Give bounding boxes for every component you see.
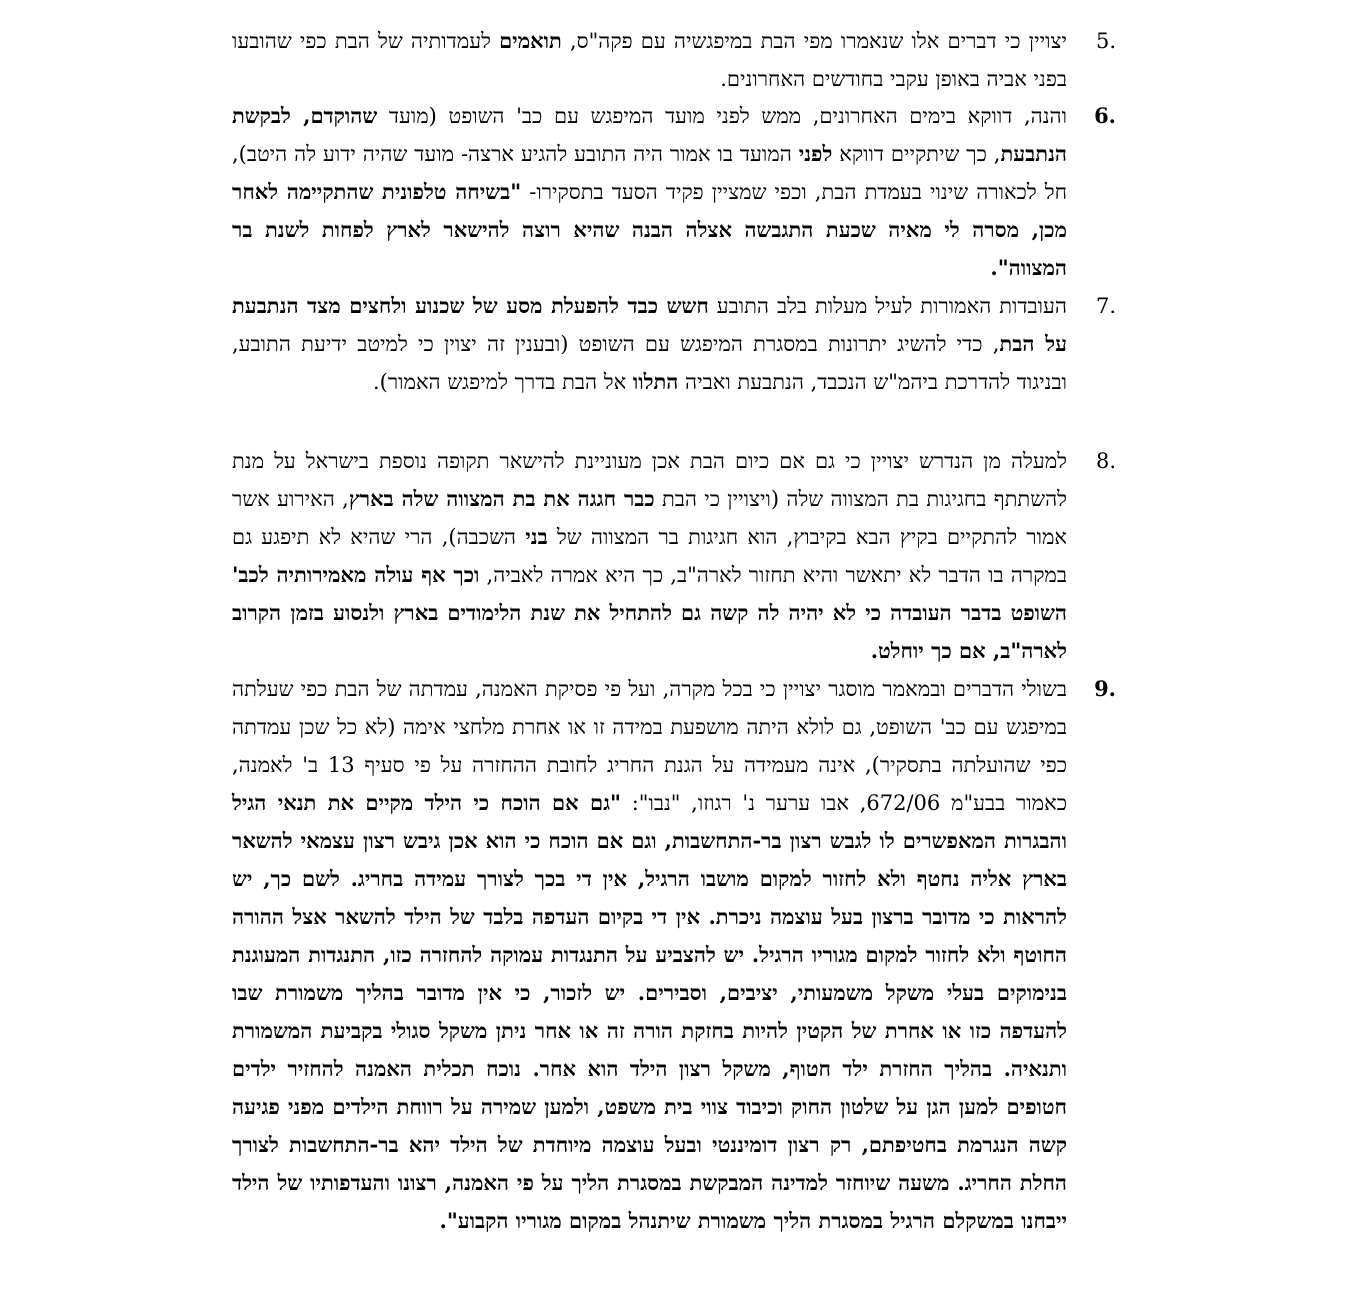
bold-segment: בני: [525, 524, 548, 549]
text-segment: בשולי הדברים ובמאמר מוסגר יצויין כי בכל מקרה, ועל פי פסיקת האמנה, עמדתה של הבת כפי שעלתה במיפגש עם כב' השופט, גם לולא היתה מושפעת במידה זו או אחרת מלחצי אימה (לא כל שכן עמדתה כפי שהועלתה בתסקיר), אינה מעמידה על הגנת החריג לחובת ההחזרה על פי סעיף 13 ב' לאמנה, כאמור בבע"מ 672/06, אבו ערער נ' רגוזו, "נבו":: [232, 677, 1068, 815]
paragraph-text: [232, 287, 1067, 401]
text-segment: , כך שיתקיים דווקא: [832, 142, 1001, 166]
paragraph-6: [232, 97, 1116, 287]
bold-segment: תואמים: [499, 28, 562, 53]
paragraph-text: [232, 670, 1067, 1240]
paragraph-text: [232, 97, 1067, 287]
paragraph-text: [232, 442, 1067, 670]
paragraph-number: 5.: [1095, 29, 1116, 53]
text-segment: והנה, דווקא בימים האחרונים, ממש לפני מועד המיפגש עם כב' השופט (מועד: [377, 104, 1067, 128]
paragraph-number: 9.: [1094, 676, 1116, 701]
text-segment: העובדות האמורות לעיל מעלות בלב התובע: [708, 294, 1067, 318]
bold-segment: שהוקדם, לבקשת הנתבעת: [232, 103, 1067, 166]
paragraph-number: 8.: [1095, 449, 1116, 473]
text-segment: אל הבת בדרך למיפגש האמור).: [372, 370, 633, 394]
paragraph-8: [232, 442, 1116, 670]
quote-segment: "גם אם הוכח כי הילד מקיים את תנאי הגיל והבגרות המאפשרים לו לגבש רצון בר-התחשבות, וגם אם הוכח כי הוא אכן גיבש רצון עצמאי להשאר בארץ אליה נחטף ולא לחזור למקום מושבו הרגיל, אין די בכך לצורך עמידה בחריג. לשם כך, יש להראות כי מדובר ברצון בעל עוצמה ניכרת. אין די בקיום העדפה בלבד של הילד להשאר אצל ההורה החוטף ולא לחזור למקום מגוריו הרגיל. יש להצביע על התנגדות עמוקה להחזרה כזו, התנגדות המעוגנת בנימוקים בעלי משקל משמעותי, יציבים, וסבירים. יש לזכור, כי אין מדובר בהליך משמורת שבו להעדפה כזו או אחרת של הקטין להיות בחזקת הורה זה או אחר ניתן משקל סגולי בקביעת המשמורת ותנאיה. בהליך החזרת ילד חטוף, משקל רצון הילד הוא אחר. נוכח תכלית האמנה להחזיר ילדים חטופים למען הגן על שלטון החוק וכיבוד צווי בית משפט, ולמען שמירה על רווחת הילדים מפני פגיעה קשה הנגרמת בחטיפתם, רק רצון דומיננטי ובעל עוצמה מיוחדת של הילד יהא בר-התחשבות לצורך החלת החריג. משעה שיוחזר למדינה המבקשת במסגרת הליך על פי האמנה, רצונו והעדפותיו של הילד ייבחנו במשקלם הרגיל במסגרת הליך משמורת שיתנהל במקום מגוריו הקבוע".: [232, 790, 1067, 1233]
text-segment: , כדי להשיג יתרונות במסגרת המיפגש עם השופט (ובענין זה יצוין כי למיטב ידיעת התובע, ובניגוד להדרכת ביהמ"ש הנכבד, הנתבעת ואביה: [232, 332, 1067, 394]
bold-segment: התלוו: [632, 369, 679, 394]
bold-segment: חשש כבד להפעלת מסע של שכנוע ולחצים מצד הנתבעת על הבת: [232, 293, 1068, 356]
paragraph-5: [232, 22, 1116, 98]
text-segment: יצויין כי דברים אלו שנאמרו מפי הבת במיפגשיה עם פקה"ס,: [561, 29, 1067, 53]
paragraph-number: 7.: [1095, 294, 1116, 318]
paragraph-text: [232, 22, 1067, 98]
text-segment: השכבה), הרי שהיא לא תיפגע גם במקרה בו הדבר לא יתאשר והיא תחזור לארה"ב, כך היא אמרה לאביה,: [232, 525, 1068, 587]
bold-segment: כבר חגגה את בת המצווה שלה בארץ: [348, 486, 655, 511]
bold-segment: לפני: [798, 141, 833, 166]
paragraph-9: [232, 670, 1116, 1240]
text-segment: המועד בו אמור היה התובע להגיע ארצה- מועד שהיה ידוע לה היטב), חל לכאורה שינוי בעמדת הבת, וכפי שמציין פקיד הסעד בתסקירו-: [232, 142, 1067, 204]
text-segment: למעלה מן הנדרש יצויין כי גם אם כיום הבת אכן מעוניינת להישאר תקופה נוספת בישראל על מנת להשתתף בחגיגות בת המצווה שלה (ויצויין כי הבת: [232, 449, 1067, 511]
quote-segment: "בשיחה טלפונית שהתקיימה לאחר מכן, מסרה לי מאיה שכעת התגבשה אצלה הבנה שהיא רוצה להישאר לארץ לפחות לשנת בר המצווה".: [232, 179, 1067, 280]
bold-segment: וכך אף עולה מאמירותיה לכב' השופט בדבר העובדה כי לא יהיה לה קשה גם להתחיל את שנת הלימודים בארץ ולנסוע בזמן הקרוב לארה"ב, אם כך יוחלט.: [232, 562, 1067, 663]
text-segment: , האירוע אשר אמור להתקיים בקיץ הבא בקיבוץ, הוא חגיגות בר המצווה של: [232, 487, 1067, 549]
text-segment: לעמדותיה של הבת כפי שהובעו בפני אביה באופן עקבי בחודשים האחרונים.: [232, 29, 1067, 91]
paragraph-number: 6.: [1094, 103, 1116, 128]
paragraph-7: [232, 287, 1116, 401]
